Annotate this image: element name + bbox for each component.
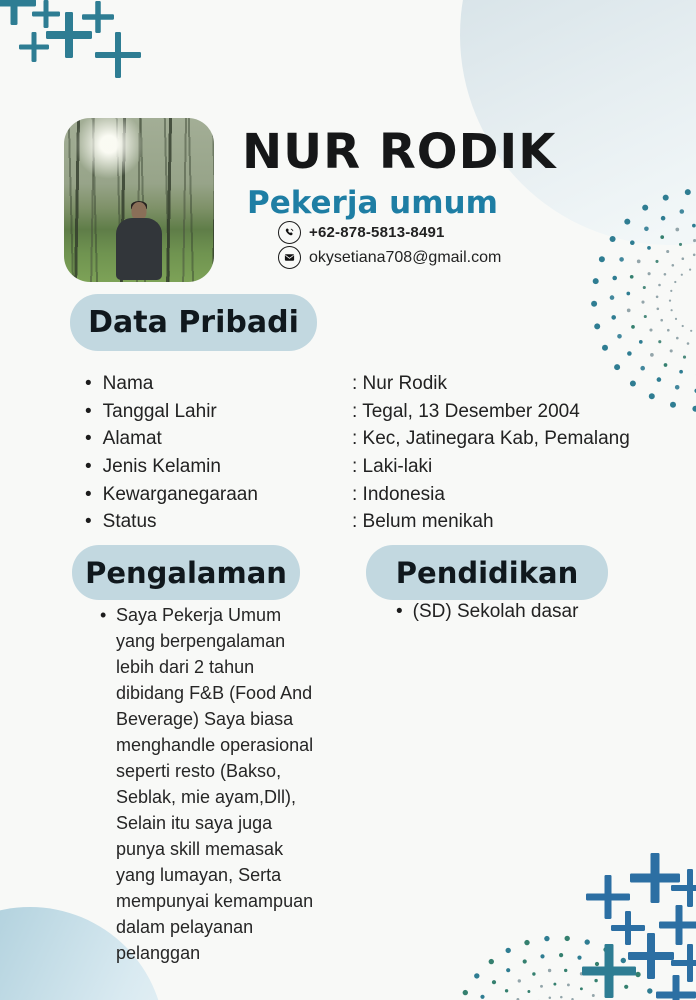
phone-row <box>278 221 445 244</box>
field-row-alamat <box>85 425 645 453</box>
field-label: • Nama <box>85 373 352 395</box>
person-name: NUR RODIK <box>242 124 557 180</box>
phone-icon <box>278 221 301 244</box>
field-label: • Status <box>85 511 352 533</box>
field-row-nama <box>85 370 645 398</box>
envelope-icon <box>278 246 301 269</box>
field-value: : Tegal, 13 Desember 2004 <box>352 400 580 422</box>
field-label: • Tanggal Lahir <box>85 401 352 423</box>
field-label: • Jenis Kelamin <box>85 456 352 478</box>
personal-fields <box>85 370 645 536</box>
section-heading-pengalaman: Pengalaman <box>72 545 300 600</box>
field-row-jenis-kelamin <box>85 453 645 481</box>
job-title: Pekerja umum <box>247 185 498 221</box>
field-value: : Laki-laki <box>352 455 433 477</box>
field-row-status <box>85 508 645 536</box>
photo-person-body <box>116 218 162 280</box>
field-row-tanggal-lahir <box>85 398 645 426</box>
field-value: : Belum menikah <box>352 511 494 533</box>
field-label: • Alamat <box>85 428 352 450</box>
profile-photo <box>64 118 214 282</box>
experience-item: • Saya Pekerja Umum yang berpengalaman lebih dari 2 tahun dibidang F&B (Food And Beverage) Saya biasa menghandle operasional seperti resto (Bakso, Seblak, mie ayam,Dll), Selain itu saya juga punya skill memasak yang lumayan, Serta mempunyai kemampuan dalam pelayanan pelanggan <box>100 602 314 966</box>
phone-number: +62-878-5813-8491 <box>309 224 445 241</box>
field-value: : Indonesia <box>352 483 445 505</box>
section-heading-data-pribadi: Data Pribadi <box>70 294 317 351</box>
email-row <box>278 246 501 269</box>
education-item: • (SD) Sekolah dasar <box>396 601 578 623</box>
field-value: : Nur Rodik <box>352 372 448 394</box>
field-label: • Kewarganegaraan <box>85 484 352 506</box>
section-heading-pendidikan: Pendidikan <box>366 545 608 600</box>
email-address: okysetiana708@gmail.com <box>309 248 502 266</box>
field-value: : Kec, Jatinegara Kab, Pemalang <box>352 428 630 450</box>
field-row-kewarganegaraan <box>85 481 645 509</box>
